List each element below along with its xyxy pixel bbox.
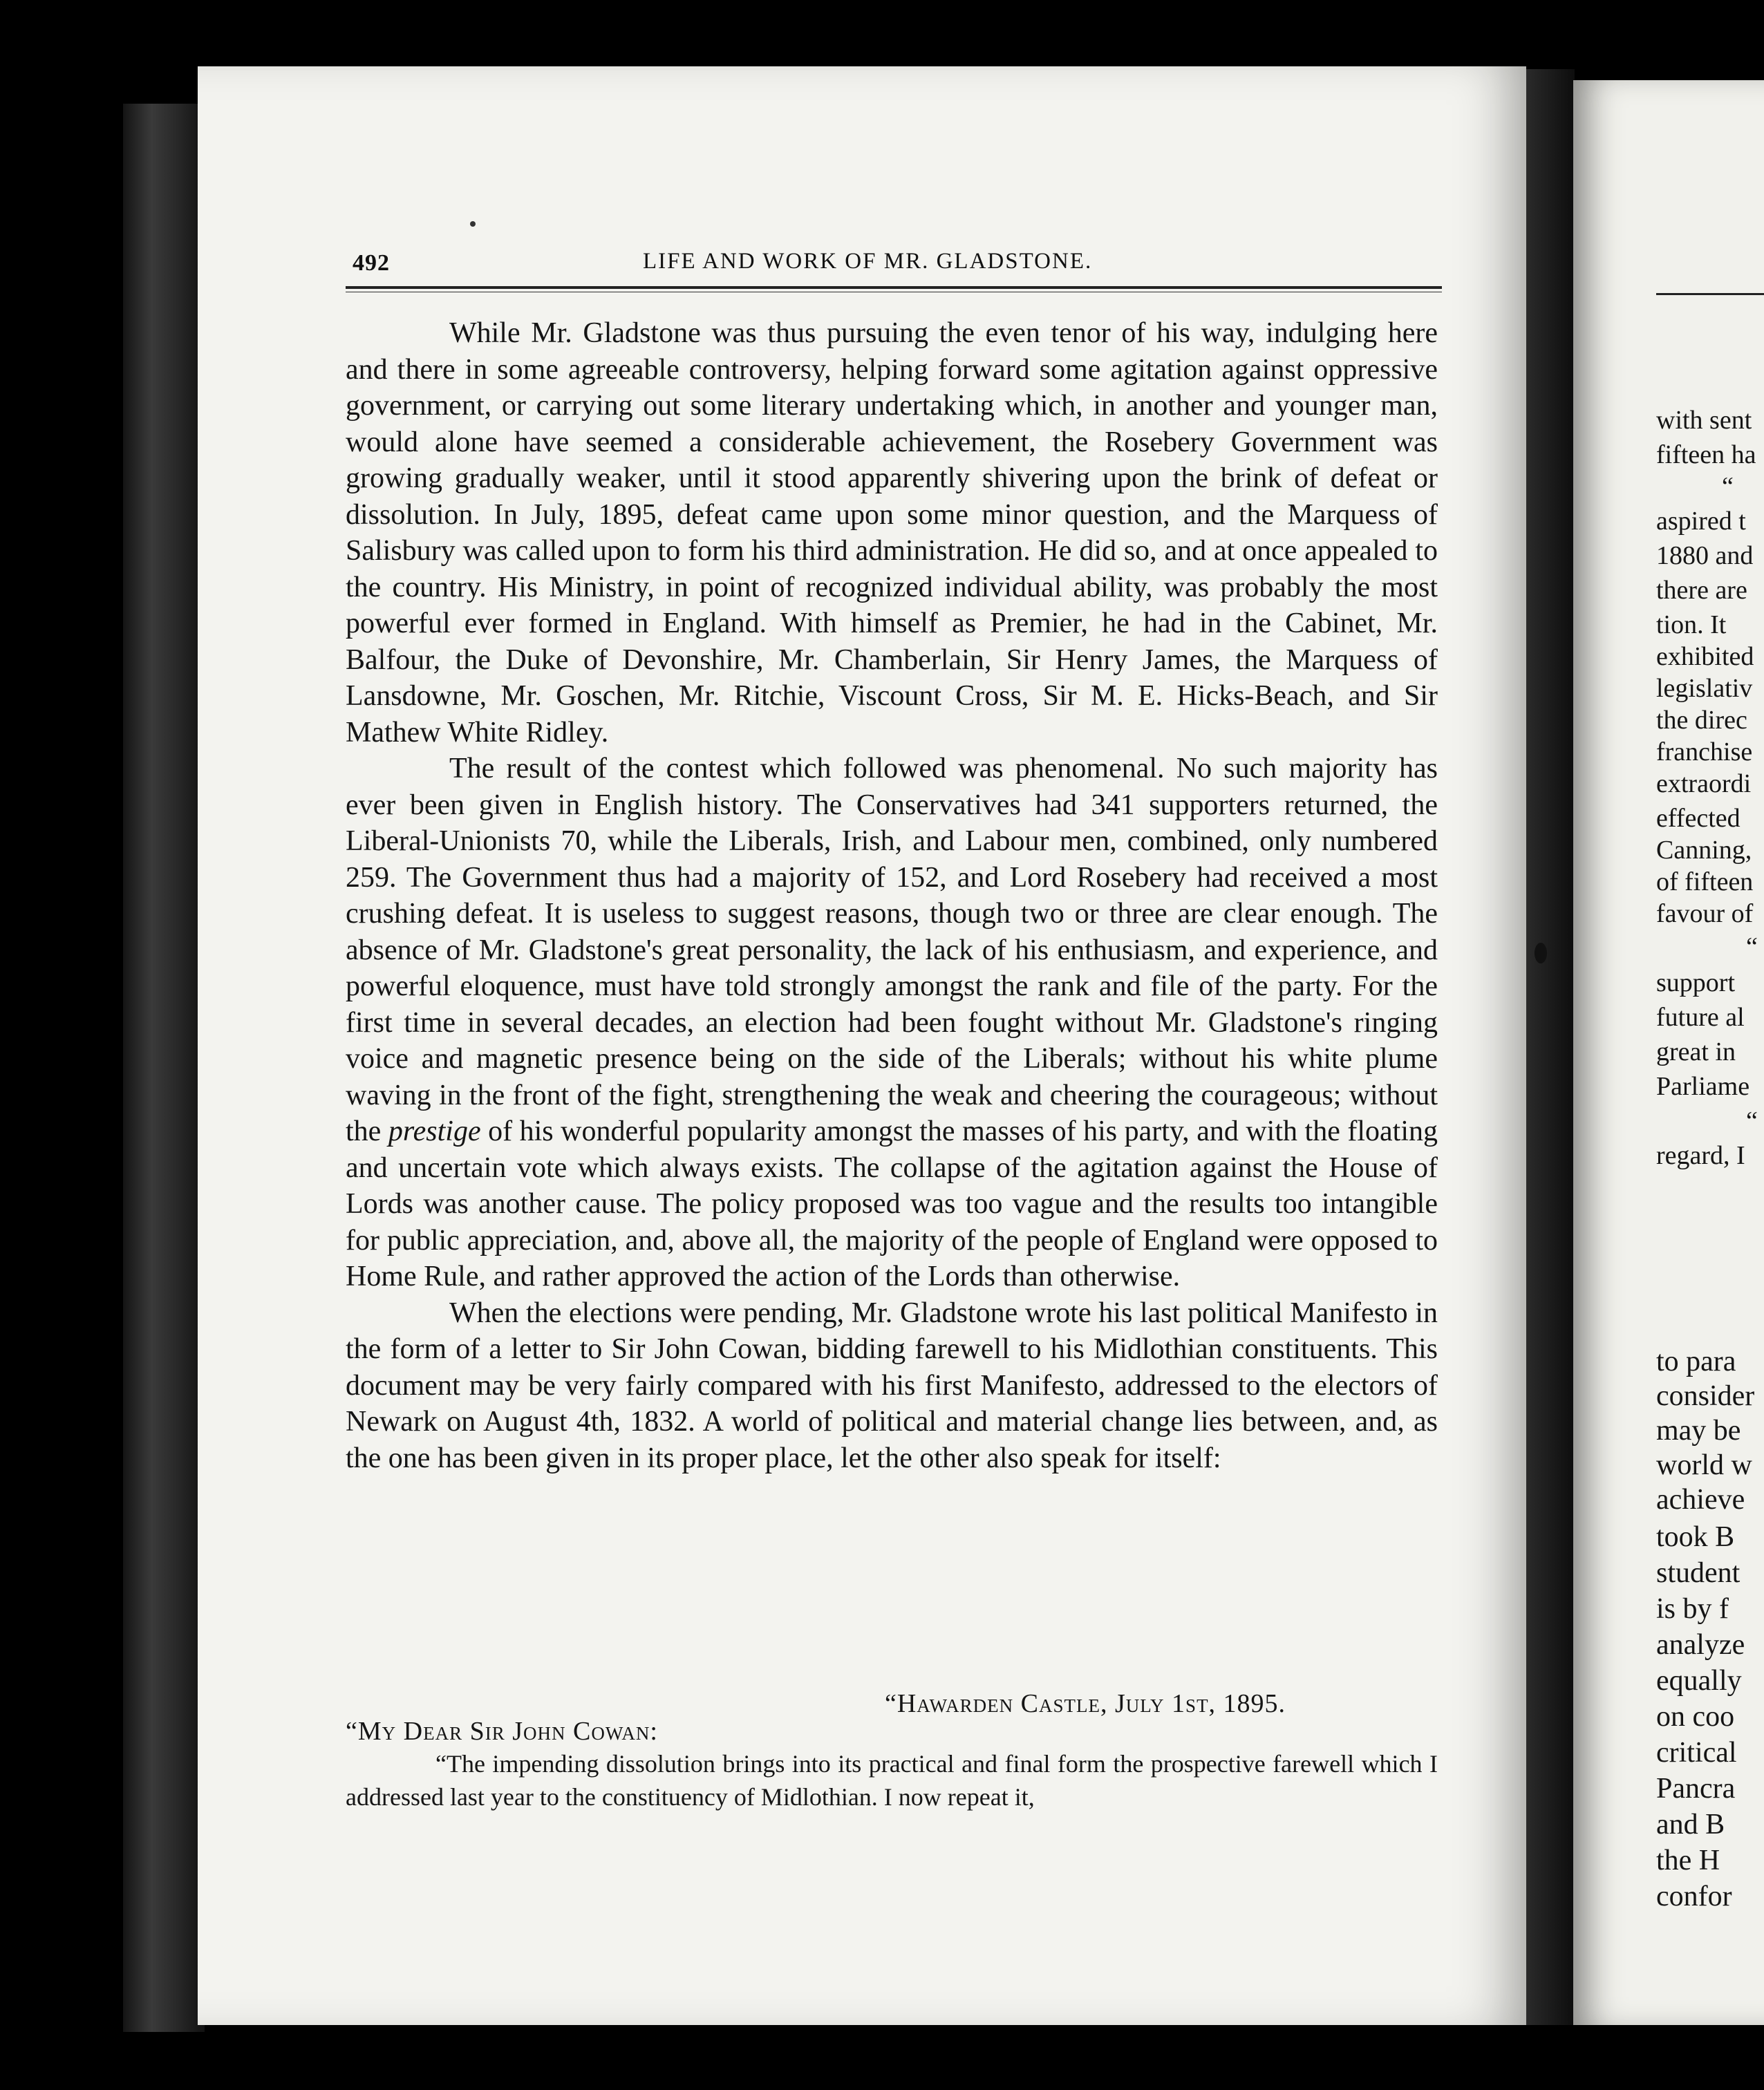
right-line: extraordi	[1656, 769, 1752, 798]
right-line: support	[1656, 968, 1735, 997]
ink-blot	[1535, 943, 1547, 963]
right-line: franchise	[1656, 737, 1753, 766]
italic-word: prestige	[388, 1115, 481, 1147]
right-line: Canning,	[1656, 836, 1752, 865]
right-line: achieve	[1656, 1484, 1745, 1516]
right-line: to para	[1656, 1346, 1736, 1377]
letter-paragraph: “The impending dissolution brings into its practical and final form the prospective farewell which I addressed last year to the constituency of Midlothian. I now repeat it,	[346, 1750, 1438, 1811]
right-line: the direc	[1656, 706, 1747, 735]
right-line: future al	[1656, 1003, 1745, 1032]
right-line: regard, I	[1656, 1141, 1745, 1170]
right-page-text	[1573, 80, 1764, 2025]
paragraph-text: of his wonderful popularity amongst the masses of his party, and with the floating and uncertain vote which always exists. The collapse of the agitation against the House of Lords was another cause. The policy proposed was too vague and the results too intangible for public appreciation, and, above all, the majority of the people of England were opposed to Home Rule, and rather approved the action of the Lords than otherwise.	[346, 1115, 1438, 1292]
right-line: is by f	[1656, 1593, 1729, 1625]
right-line: Pancra	[1656, 1773, 1736, 1805]
right-line: consider	[1656, 1380, 1755, 1412]
book-edge	[123, 104, 205, 2032]
right-line: critical	[1656, 1737, 1737, 1769]
right-line: may be	[1656, 1415, 1741, 1447]
right-line: legislativ	[1656, 674, 1753, 703]
right-line: world w	[1656, 1449, 1752, 1481]
right-line: aspired t	[1656, 507, 1746, 536]
right-line: Parliame	[1656, 1072, 1750, 1101]
right-line: the H	[1656, 1845, 1720, 1876]
letter-salutation: “My Dear Sir John Cowan:	[346, 1717, 658, 1746]
page-number: 492	[353, 250, 390, 276]
running-title: LIFE AND WORK OF MR. GLADSTONE.	[643, 249, 1093, 274]
right-line: analyze	[1656, 1629, 1745, 1661]
right-line: favour of	[1656, 899, 1754, 928]
body-text	[346, 315, 1438, 1476]
right-line: and B	[1656, 1809, 1725, 1840]
ink-speck	[470, 221, 476, 227]
right-line: with sent	[1656, 406, 1752, 435]
letter-text	[346, 1747, 1438, 1814]
right-line: confor	[1656, 1881, 1732, 1912]
right-line: on coo	[1656, 1701, 1735, 1733]
right-line: there are	[1656, 576, 1747, 605]
right-line: “	[1722, 472, 1734, 501]
header-rule	[346, 286, 1442, 292]
right-line: effected	[1656, 804, 1740, 833]
right-line: equally	[1656, 1665, 1742, 1697]
paragraph	[346, 751, 1438, 1295]
paragraph: While Mr. Gladstone was thus pursuing the even tenor of his way, indulging here and there in some agreeable controversy, helping forward some agitation against oppressive government, or carrying out some literary undertaking which, in another and younger man, would alone have seemed a considerable achievement, the Rosebery Government was growing gradually weaker, until it stood apparently shivering upon the brink of defeat or dissolution. In July, 1895, defeat came upon some minor question, and the Marquess of Salisbury was called upon to form his third administration. He did so, and at once appealed to the country. His Ministry, in point of recognized individual ability, was probably the most powerful ever formed in England. With himself as Premier, he had in the Cabinet, Mr. Balfour, the Duke of Devonshire, Mr. Chamberlain, Sir Henry James, the Marquess of Lansdowne, Mr. Goschen, Mr. Ritchie, Viscount Cross, Sir M. E. Hicks-Beach, and Sir Mathew White Ridley.	[346, 317, 1438, 749]
book-gutter	[1526, 69, 1575, 2025]
right-line: tion. It	[1656, 610, 1727, 639]
right-line: great in	[1656, 1037, 1736, 1066]
right-line: fifteen ha	[1656, 440, 1756, 469]
running-head	[353, 249, 1445, 279]
right-line: “	[1746, 1107, 1758, 1136]
right-page	[1573, 80, 1764, 2025]
right-line: student	[1656, 1557, 1740, 1589]
letter-dateline: “Hawarden Castle, July 1st, 1895.	[885, 1689, 1286, 1718]
right-line: 1880 and	[1656, 541, 1754, 570]
paragraph-text: The result of the contest which followed was phenomenal. No such majority has ever been given in English history. The Conservatives had 341 supporters returned, the Liberal-Unionists 70, while the Liberals, Irish, and Labour men, combined, only numbered 259. The Government thus had a majority of 152, and Lord Rosebery had received a most crushing defeat. It is useless to suggest reasons, though two or three are clear enough. The absence of Mr. Gladstone's great personality, the lack of his enthusiasm, and experience, and powerful eloquence, must have told strongly amongst the rank and file of the party. For the first time in several decades, an election had been fought without Mr. Gladstone's ringing voice and magnetic presence being on the side of the Liberals; without his white plume waving in the front of the fight, strengthening the weak and cheering the courageous; without the	[346, 753, 1438, 1147]
right-line: “	[1746, 932, 1758, 961]
right-line: of fifteen	[1656, 867, 1754, 896]
right-line: exhibited	[1656, 642, 1754, 671]
paragraph: When the elections were pending, Mr. Gladstone wrote his last political Manifesto in the form of a letter to Sir John Cowan, bidding farewell to his Midlothian constituents. This document may be very fairly compared with his first Manifesto, addressed to the electors of Newark on August 4th, 1832. A world of political and material change lies between, and, as the one has been given in its proper place, let the other also speak for itself:	[346, 1297, 1438, 1474]
right-line: took B	[1656, 1521, 1735, 1553]
